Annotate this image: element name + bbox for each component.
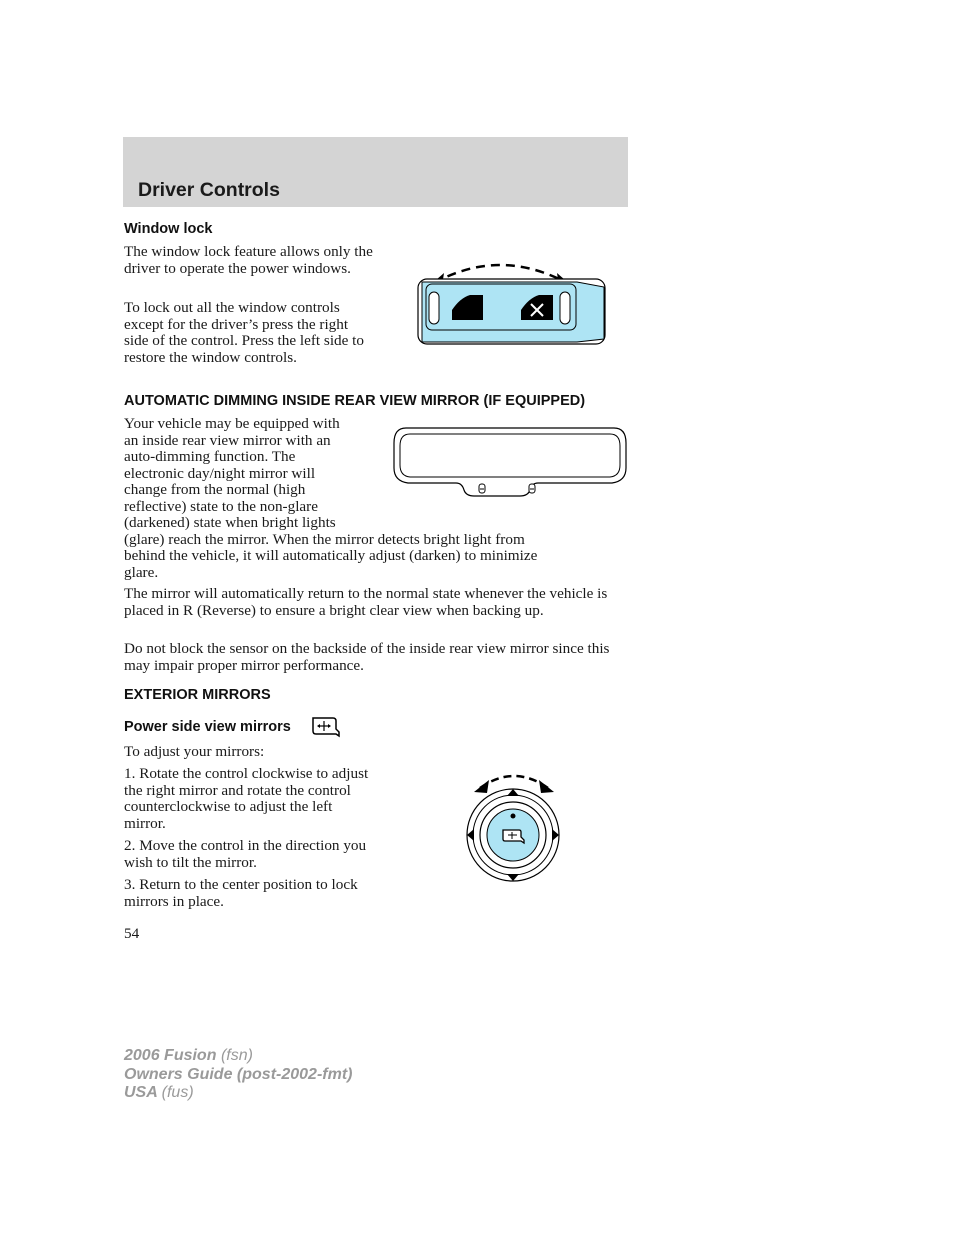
text-line: auto-dimming function. The xyxy=(124,448,296,465)
text-line: Your vehicle may be equipped with xyxy=(124,415,340,432)
text-line: behind the vehicle, it will automatically adjust (darken) to minimize xyxy=(124,547,538,564)
text-line: electronic day/night mirror will xyxy=(124,464,316,482)
footer-line-3 xyxy=(124,1084,352,1103)
window-lock-paragraph-1: The window lock feature allows only the driver to operate the power windows. xyxy=(124,243,373,277)
power-mirror-icon xyxy=(311,716,341,738)
auto-dimming-paragraph-2: The mirror will automatically return to the normal state whenever the vehicle is placed in R (Reverse) to ensure a bright clear view when backing up. xyxy=(124,585,608,619)
footer-line-2 xyxy=(124,1066,352,1085)
adjust-step-2: 2. Move the control in the direction you wish to tilt the mirror. xyxy=(124,837,367,871)
adjust-step-1: 1. Rotate the control clockwise to adjust the right mirror and rotate the control counterclockwise to adjust the left mirror. xyxy=(124,765,369,832)
window-lock-paragraph-2: To lock out all the window controls except for the driver’s press the right side of the control. Press the left side to restore the window controls. xyxy=(124,299,364,366)
page-number: 54 xyxy=(124,925,140,942)
text-line: reflective) state to the non-glare xyxy=(124,497,318,515)
footer-model: 2006 Fusion xyxy=(124,1047,217,1064)
exterior-mirrors-heading: EXTERIOR MIRRORS xyxy=(124,687,271,703)
power-side-view-mirrors-heading: Power side view mirrors xyxy=(124,719,291,735)
text-line: an inside rear view mirror with an xyxy=(124,431,331,449)
footer-market-code: (fus) xyxy=(161,1084,194,1101)
footer-guide: Owners Guide (post-2002-fmt) xyxy=(124,1065,353,1083)
footer-model-code: (fsn) xyxy=(220,1047,253,1064)
footer-line-1 xyxy=(124,1047,352,1066)
text-line: (darkened) state when bright lights xyxy=(124,514,336,531)
document-footer xyxy=(124,1047,352,1103)
mirror-control-knob-icon xyxy=(462,768,566,884)
text-line: glare. xyxy=(124,563,159,581)
adjust-mirrors-intro: To adjust your mirrors: xyxy=(124,743,265,760)
auto-dimming-heading: AUTOMATIC DIMMING INSIDE REAR VIEW MIRROR (IF EQUIPPED) xyxy=(124,393,586,409)
section-title: Driver Controls xyxy=(138,179,280,201)
window-lock-heading: Window lock xyxy=(124,221,213,237)
rear-view-mirror-icon xyxy=(390,425,630,500)
footer-market: USA xyxy=(124,1084,158,1101)
adjust-step-3: 3. Return to the center position to lock mirrors in place. xyxy=(124,876,358,910)
text-line: (glare) reach the mirror. When the mirror detects bright light from xyxy=(124,530,525,548)
text-line: change from the normal (high xyxy=(124,481,306,498)
window-lock-switch-icon xyxy=(412,255,612,350)
auto-dimming-paragraph-3: Do not block the sensor on the backside of the inside rear view mirror since this may impair proper mirror performance. xyxy=(124,640,610,674)
section-header xyxy=(123,137,628,207)
